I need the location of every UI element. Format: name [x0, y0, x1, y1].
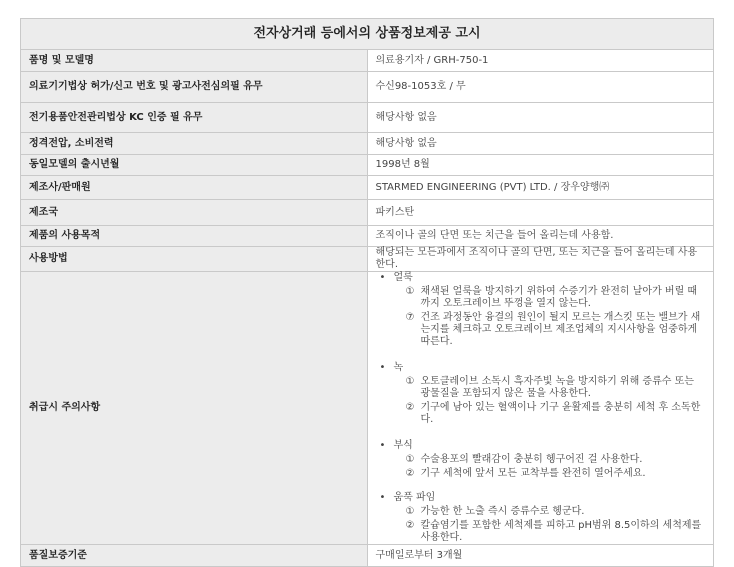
section-heading: 움푹 파임: [393, 492, 436, 503]
table-title: 전자상거래 등에서의 상품정보제공 고시: [21, 19, 714, 50]
row-value: 파키스탄: [367, 200, 714, 226]
list-item: [406, 506, 706, 518]
row-value: STARMED ENGINEERING (PVT) LTD. / 장우양행㈜: [367, 176, 714, 200]
section-heading: 얼룩: [393, 272, 413, 283]
section-list: [376, 454, 706, 480]
row-value: 해당되는 모든과에서 조직이나 골의 단면, 또는 치근을 들어 올리는데 사용한다.: [367, 247, 714, 272]
row-label: 품명 및 모델명: [21, 50, 368, 72]
title-row: [21, 19, 714, 50]
row-label: 사용방법: [21, 247, 368, 272]
table-row: [21, 72, 714, 103]
bullet: •: [379, 492, 386, 503]
row-label: 제품의 사용목적: [21, 226, 368, 247]
table-row: [21, 155, 714, 176]
section-heading: 녹: [393, 362, 404, 373]
row-value: 조직이나 골의 단면 또는 치근을 들어 올리는데 사용함.: [367, 226, 714, 247]
row-label: 제조사/판매원: [21, 176, 368, 200]
row-label: 동일모델의 출시년월: [21, 155, 368, 176]
row-value: 해당사항 없음: [367, 103, 714, 133]
table-row: [21, 226, 714, 247]
list-item: [406, 520, 706, 544]
caution-section-pitting: [376, 492, 706, 544]
caution-content: [367, 272, 714, 545]
item-text: 칼슘염기를 포함한 세척제를 피하고 pH범위 8.5이하의 세척제를 사용한다.: [420, 520, 702, 543]
item-text: 오토클레이브 소독시 흑자주빛 녹을 방지하기 위해 증류수 또는 광물질을 포함되지 않은 물을 사용한다.: [420, 376, 694, 399]
row-label: 제조국: [21, 200, 368, 226]
row-label: 품질보증기준: [21, 545, 368, 567]
section-list: [376, 506, 706, 544]
item-number: ②: [405, 520, 415, 531]
list-item: [406, 376, 706, 400]
table-row: [21, 133, 714, 155]
item-text: 수술용포의 빨래감이 충분히 헹구어진 걸 사용한다.: [420, 454, 643, 465]
bullet: •: [379, 272, 386, 283]
item-text: 가능한 한 노출 즉시 증류수로 헹군다.: [420, 506, 585, 517]
list-item: [406, 402, 706, 426]
item-number: ②: [405, 468, 415, 479]
row-label: 의료기기법상 허가/신고 번호 및 광고사전심의필 유무: [21, 72, 368, 103]
table-row: [21, 247, 714, 272]
list-item: [406, 468, 706, 480]
product-info-table: [20, 18, 714, 567]
caution-section-corrosion: [376, 440, 706, 480]
row-value: 수신98-1053호 / 무: [367, 72, 714, 103]
item-number: ①: [405, 506, 415, 517]
section-list: [376, 286, 706, 348]
row-label: 정격전압, 소비전력: [21, 133, 368, 155]
section-heading: 부식: [393, 440, 413, 451]
bullet: •: [379, 440, 386, 451]
item-number: ①: [405, 286, 415, 297]
table-row: [21, 545, 714, 567]
item-text: 채색된 얼룩을 방지하기 위하여 수증기가 완전히 날아가 버릴 때까지 오토크레이브 뚜껑을 열지 않는다.: [420, 286, 698, 309]
item-number: ①: [405, 376, 415, 387]
item-number: ②: [405, 402, 415, 413]
list-item: [406, 454, 706, 466]
item-text: 건조 과정동안 융결의 원인이 될지 모르는 개스킷 또는 밸브가 새는지를 체크하고 오토크레이브 제조업체의 지시사항을 엄중하게 따른다.: [420, 312, 701, 347]
row-label: 전기용품안전관리법상 KC 인증 필 유무: [21, 103, 368, 133]
caution-row: [21, 272, 714, 545]
row-value: 해당사항 없음: [367, 133, 714, 155]
row-value: 구매일로부터 3개월: [367, 545, 714, 567]
table-row: [21, 103, 714, 133]
bullet: •: [379, 362, 386, 373]
item-text: 기구에 남아 있는 혈액이나 기구 윤활제를 충분히 세척 후 소독한다.: [420, 402, 701, 425]
table-row: [21, 50, 714, 72]
list-item: [406, 286, 706, 310]
section-list: [376, 376, 706, 426]
item-number: ⑦: [405, 312, 415, 323]
caution-label: 취급시 주의사항: [21, 272, 368, 545]
list-item: [406, 312, 706, 348]
row-value: 1998년 8월: [367, 155, 714, 176]
table-row: [21, 200, 714, 226]
item-number: ①: [405, 454, 415, 465]
table-row: [21, 176, 714, 200]
row-value: 의료용기자 / GRH-750-1: [367, 50, 714, 72]
product-info-notice: [20, 18, 714, 567]
caution-section-stain: [376, 272, 706, 348]
caution-section-rust: [376, 362, 706, 426]
item-text: 기구 세척에 앞서 모든 교착부를 완전히 열어주세요.: [420, 468, 646, 479]
